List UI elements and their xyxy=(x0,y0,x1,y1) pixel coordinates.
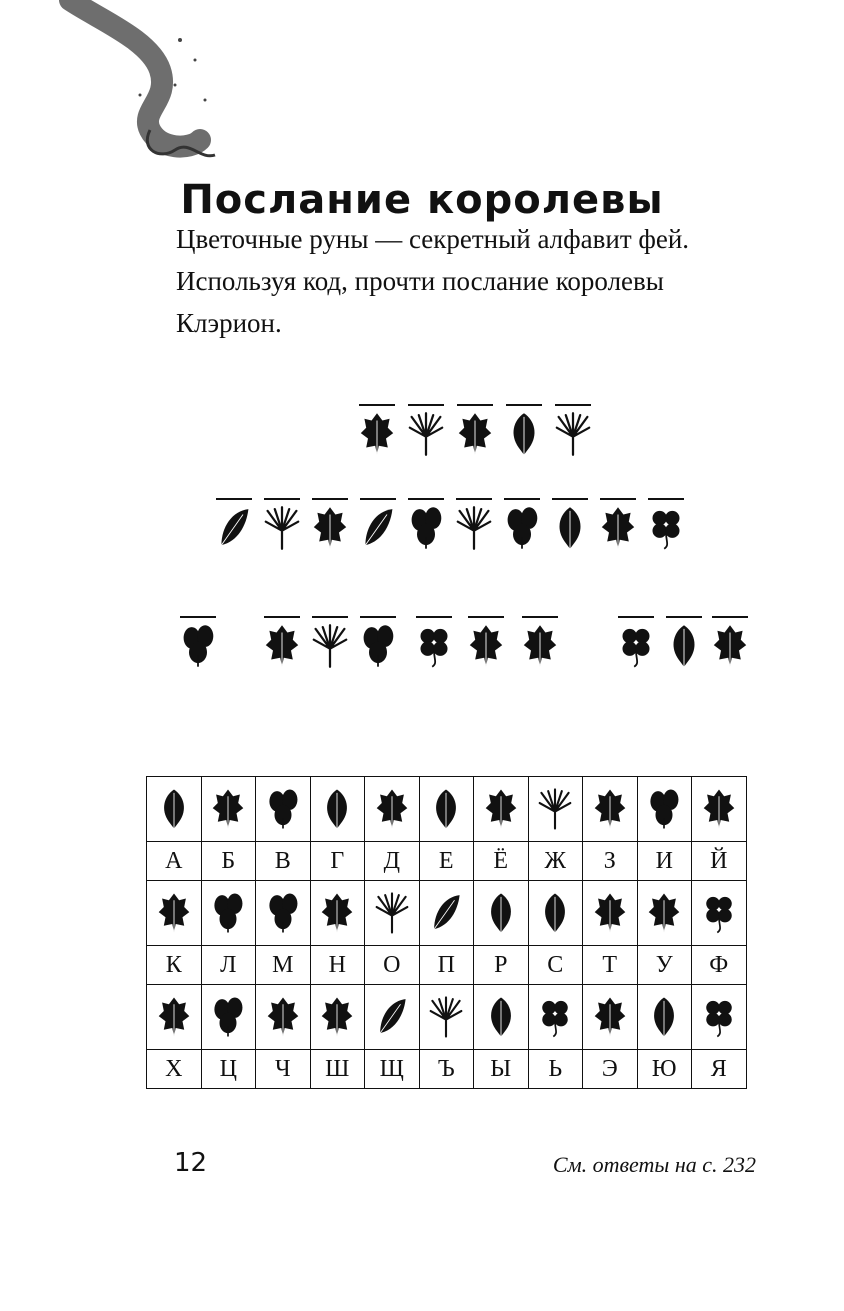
leaf-rune-icon xyxy=(429,992,463,1042)
key-icon-cell xyxy=(637,881,692,946)
key-icon-cell xyxy=(419,881,474,946)
key-letter-cell: Г xyxy=(310,842,365,881)
key-icon-cell xyxy=(419,777,474,842)
leaf-rune-icon xyxy=(266,992,300,1042)
rune-slot xyxy=(710,608,750,678)
rune-slot xyxy=(310,490,350,560)
leaf-rune-icon xyxy=(211,888,245,938)
leaf-rune-icon xyxy=(593,888,627,938)
code-line-3 xyxy=(0,608,844,688)
key-icon-cell xyxy=(365,881,420,946)
key-icon-cell xyxy=(147,985,202,1050)
leaf-rune-icon xyxy=(468,622,504,670)
key-letter-cell: Н xyxy=(310,946,365,985)
key-icon-row xyxy=(147,881,747,946)
key-letter-cell: Ш xyxy=(310,1050,365,1089)
key-letter-cell: Щ xyxy=(365,1050,420,1089)
key-letter-cell: Р xyxy=(474,946,529,985)
key-icon-cell xyxy=(528,881,583,946)
key-icon-cell xyxy=(365,777,420,842)
rune-slot xyxy=(550,490,590,560)
leaf-rune-icon xyxy=(522,622,558,670)
rune-slot xyxy=(553,396,593,466)
key-icon-cell xyxy=(583,881,638,946)
rune-slot xyxy=(214,490,254,560)
leaf-rune-icon xyxy=(504,504,540,552)
key-icon-cell xyxy=(637,777,692,842)
leaf-rune-icon xyxy=(600,504,636,552)
leaf-rune-icon xyxy=(538,784,572,834)
rune-slot xyxy=(406,490,446,560)
leaf-rune-icon xyxy=(618,622,654,670)
key-icon-cell xyxy=(256,881,311,946)
rune-slot xyxy=(616,608,656,678)
leaf-rune-icon xyxy=(180,622,216,670)
rune-slot xyxy=(664,608,704,678)
key-letter-cell: Ф xyxy=(692,946,747,985)
leaf-rune-icon xyxy=(360,622,396,670)
leaf-rune-icon xyxy=(506,410,542,458)
key-icon-cell xyxy=(201,881,256,946)
answers-reference: См. ответы на с. 232 xyxy=(552,1152,756,1177)
intro-line: Клэрион. xyxy=(176,308,282,338)
leaf-rune-icon xyxy=(359,410,395,458)
rune-slot xyxy=(178,608,218,678)
leaf-rune-icon xyxy=(375,888,409,938)
rune-slot xyxy=(598,490,638,560)
leaf-rune-icon xyxy=(157,888,191,938)
leaf-rune-icon xyxy=(312,622,348,670)
key-letter-row xyxy=(147,946,747,985)
leaf-rune-icon xyxy=(360,504,396,552)
leaf-rune-icon xyxy=(712,622,748,670)
leaf-rune-icon xyxy=(266,888,300,938)
leaf-rune-icon xyxy=(457,410,493,458)
leaf-rune-icon xyxy=(157,992,191,1042)
leaf-rune-icon xyxy=(375,784,409,834)
key-icon-cell xyxy=(310,985,365,1050)
key-icon-cell xyxy=(583,985,638,1050)
key-letter-cell: Х xyxy=(147,1050,202,1089)
leaf-rune-icon xyxy=(211,784,245,834)
leaf-rune-icon xyxy=(484,784,518,834)
key-icon-cell xyxy=(365,985,420,1050)
key-letter-cell: П xyxy=(419,946,474,985)
leaf-rune-icon xyxy=(320,784,354,834)
rune-slot xyxy=(466,608,506,678)
key-letter-cell: Т xyxy=(583,946,638,985)
leaf-rune-icon xyxy=(666,622,702,670)
code-line-2 xyxy=(0,490,844,570)
leaf-rune-icon xyxy=(408,504,444,552)
intro-line: Цветочные руны — секретный алфавит фей. xyxy=(176,224,690,254)
key-letter-cell: Я xyxy=(692,1050,747,1089)
leaf-rune-icon xyxy=(456,504,492,552)
leaf-rune-icon xyxy=(593,992,627,1042)
rune-slot xyxy=(358,608,398,678)
key-icon-cell xyxy=(692,777,747,842)
leaf-rune-icon xyxy=(312,504,348,552)
leaf-rune-icon xyxy=(702,992,736,1042)
key-icon-cell xyxy=(256,985,311,1050)
key-icon-cell xyxy=(310,881,365,946)
key-letter-cell: Д xyxy=(365,842,420,881)
leaf-rune-icon xyxy=(555,410,591,458)
key-letter-cell: И xyxy=(637,842,692,881)
key-letter-cell: М xyxy=(256,946,311,985)
leaf-rune-icon xyxy=(375,992,409,1042)
leaf-rune-icon xyxy=(429,888,463,938)
leaf-rune-icon xyxy=(216,504,252,552)
key-letter-cell: Ь xyxy=(528,1050,583,1089)
rune-slot xyxy=(262,608,302,678)
key-letter-row xyxy=(147,842,747,881)
leaf-rune-icon xyxy=(647,888,681,938)
leaf-rune-icon xyxy=(266,784,300,834)
rune-slot xyxy=(646,490,686,560)
rune-slot xyxy=(406,396,446,466)
rune-slot xyxy=(504,396,544,466)
key-icon-row xyxy=(147,777,747,842)
leaf-rune-icon xyxy=(538,992,572,1042)
leaf-rune-icon xyxy=(429,784,463,834)
key-letter-cell: З xyxy=(583,842,638,881)
key-letter-row xyxy=(147,1050,747,1089)
leaf-rune-icon xyxy=(320,888,354,938)
key-letter-cell: Ц xyxy=(201,1050,256,1089)
leaf-rune-icon xyxy=(702,888,736,938)
leaf-rune-icon xyxy=(647,784,681,834)
leaf-rune-icon xyxy=(647,992,681,1042)
key-letter-cell: Б xyxy=(201,842,256,881)
key-icon-cell xyxy=(419,985,474,1050)
key-icon-cell xyxy=(528,777,583,842)
key-icon-cell xyxy=(474,881,529,946)
key-letter-cell: Ё xyxy=(474,842,529,881)
page-number: 12 xyxy=(174,1148,208,1178)
key-letter-cell: К xyxy=(147,946,202,985)
leaf-rune-icon xyxy=(416,622,452,670)
leaf-rune-icon xyxy=(264,622,300,670)
rune-slot xyxy=(502,490,542,560)
intro-line: Используя код, прочти послание королевы xyxy=(176,266,664,296)
key-icon-row xyxy=(147,985,747,1050)
key-icon-cell xyxy=(147,881,202,946)
decorative-swirl xyxy=(0,0,260,200)
key-letter-cell: О xyxy=(365,946,420,985)
key-letter-cell: Е xyxy=(419,842,474,881)
key-letter-cell: У xyxy=(637,946,692,985)
code-line-1 xyxy=(0,396,844,476)
leaf-rune-icon xyxy=(484,888,518,938)
rune-key-table xyxy=(146,776,747,1089)
key-icon-cell xyxy=(201,985,256,1050)
key-icon-cell xyxy=(583,777,638,842)
leaf-rune-icon xyxy=(538,888,572,938)
rune-slot xyxy=(520,608,560,678)
leaf-rune-icon xyxy=(320,992,354,1042)
rune-slot xyxy=(262,490,302,560)
rune-slot xyxy=(358,490,398,560)
key-letter-cell: Й xyxy=(692,842,747,881)
key-icon-cell xyxy=(474,985,529,1050)
key-icon-cell xyxy=(201,777,256,842)
leaf-rune-icon xyxy=(648,504,684,552)
rune-slot xyxy=(414,608,454,678)
intro-text xyxy=(176,218,760,344)
key-letter-cell: Л xyxy=(201,946,256,985)
key-icon-cell xyxy=(256,777,311,842)
leaf-rune-icon xyxy=(552,504,588,552)
key-letter-cell: Э xyxy=(583,1050,638,1089)
key-icon-cell xyxy=(692,881,747,946)
key-icon-cell xyxy=(147,777,202,842)
key-icon-cell xyxy=(310,777,365,842)
leaf-rune-icon xyxy=(593,784,627,834)
key-letter-cell: С xyxy=(528,946,583,985)
key-letter-cell: Ч xyxy=(256,1050,311,1089)
leaf-rune-icon xyxy=(264,504,300,552)
key-letter-cell: А xyxy=(147,842,202,881)
rune-slot xyxy=(455,396,495,466)
rune-slot xyxy=(357,396,397,466)
leaf-rune-icon xyxy=(157,784,191,834)
leaf-rune-icon xyxy=(702,784,736,834)
key-icon-cell xyxy=(637,985,692,1050)
key-letter-cell: Ю xyxy=(637,1050,692,1089)
key-icon-cell xyxy=(474,777,529,842)
key-icon-cell xyxy=(692,985,747,1050)
key-letter-cell: Ж xyxy=(528,842,583,881)
key-letter-cell: Ы xyxy=(474,1050,529,1089)
key-letter-cell: Ъ xyxy=(419,1050,474,1089)
key-letter-cell: В xyxy=(256,842,311,881)
rune-slot xyxy=(454,490,494,560)
rune-slot xyxy=(310,608,350,678)
leaf-rune-icon xyxy=(484,992,518,1042)
key-icon-cell xyxy=(528,985,583,1050)
leaf-rune-icon xyxy=(211,992,245,1042)
leaf-rune-icon xyxy=(408,410,444,458)
page-title: Послание королевы xyxy=(180,176,664,223)
